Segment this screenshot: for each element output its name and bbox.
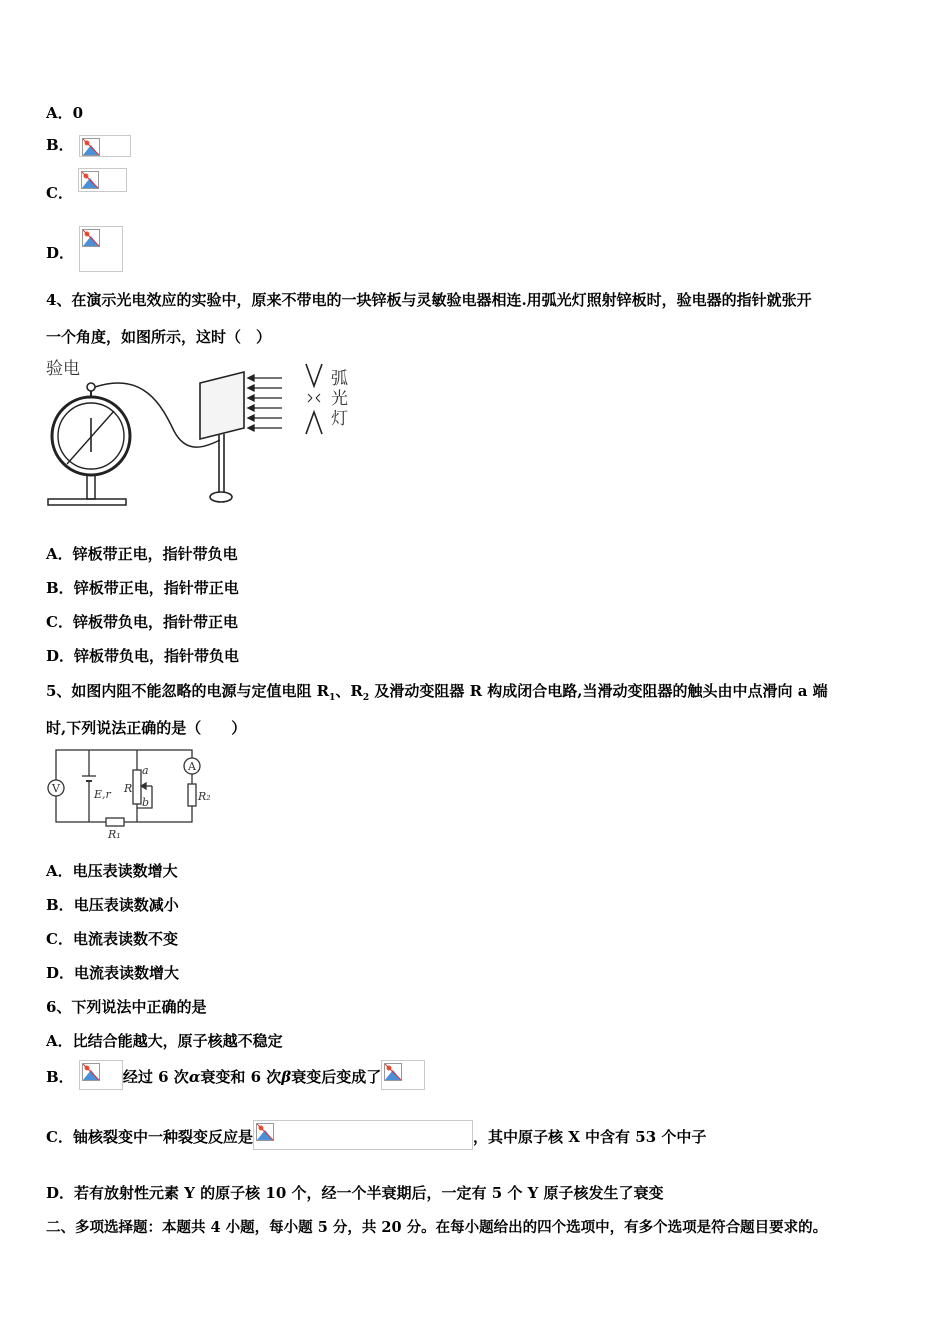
q4-option-c: C．锌板带负电，指针带正电 <box>46 613 238 631</box>
r2-label: R₂ <box>198 790 211 803</box>
q5-option-d: D．电流表读数增大 <box>46 964 180 982</box>
q6-option-b: B． 经过 6 次α衰变和 6 次β衰变后变成了 <box>46 1060 425 1090</box>
section2-heading: 二、多项选择题：本题共 4 小题，每小题 5 分，共 20 分。在每小题给出的四个选项中，有多个选项是符合题目要求的。 <box>46 1219 828 1236</box>
voltmeter-label: V <box>52 782 60 795</box>
q3-option-b: B． <box>46 134 131 157</box>
q6-option-c: C．铀核裂变中一种裂变反应是 ，其中原子核 X 中含有 53 个中子 <box>46 1120 706 1150</box>
ammeter-label: A <box>188 760 196 773</box>
missing-image-icon <box>79 1060 123 1090</box>
figure-label-lamp-1: 弧 <box>331 369 348 389</box>
q3-option-a: A．0 <box>46 104 84 122</box>
q3-option-d: D． <box>46 226 123 272</box>
terminal-a-label: a <box>142 764 149 777</box>
q5-stem-line2: 时,下列说法正确的是（ ） <box>46 719 247 737</box>
emf-label: E,r <box>94 788 111 801</box>
q6-stem: 6、下列说法中正确的是 <box>46 998 207 1016</box>
q3-option-c: C． <box>46 168 127 192</box>
rheostat-label: R <box>124 782 133 795</box>
figure-label-electroscope: 验电 <box>46 359 80 379</box>
q4-stem-line2: 一个角度，如图所示，这时（ ） <box>46 328 272 346</box>
q4-stem-line1: 4、在演示光电效应的实验中，原来不带电的一块锌板与灵敏验电器相连.用弧光灯照射锌板时，验电器的指针就张开 <box>46 291 812 309</box>
missing-image-icon <box>253 1120 473 1150</box>
q4-option-b: B．锌板带正电，指针带正电 <box>46 579 239 597</box>
q5-stem-line1: 5、如图内阻不能忽略的电源与定值电阻 $R_1$、$R_2$ 及滑动变阻器 R 构成闭合电路,当滑动变阻器的触头由中点滑向 a 端 <box>46 682 828 703</box>
missing-image-icon <box>381 1060 425 1090</box>
q5-option-b: B．电压表读数减小 <box>46 896 179 914</box>
q4-option-a: A．锌板带正电，指针带负电 <box>46 545 238 563</box>
missing-image-icon <box>79 226 123 272</box>
terminal-b-label: b <box>142 796 150 809</box>
q6-option-a: A．比结合能越大，原子核越不稳定 <box>46 1032 283 1050</box>
missing-image-icon <box>78 168 127 192</box>
q5-option-c: C．电流表读数不变 <box>46 930 178 948</box>
r1-label: R₁ <box>108 828 121 841</box>
q5-option-a: A．电压表读数增大 <box>46 862 178 880</box>
photoelectric-figure <box>44 356 364 508</box>
q4-option-d: D．锌板带负电，指针带负电 <box>46 647 240 665</box>
figure-label-lamp-3: 灯 <box>331 409 348 429</box>
figure-label-lamp-2: 光 <box>331 389 348 409</box>
circuit-figure <box>44 746 224 842</box>
missing-image-icon <box>79 135 131 157</box>
q6-option-d: D．若有放射性元素 Y 的原子核 10 个，经一个半衰期后，一定有 5 个 Y 原子核发生了衰变 <box>46 1184 664 1202</box>
